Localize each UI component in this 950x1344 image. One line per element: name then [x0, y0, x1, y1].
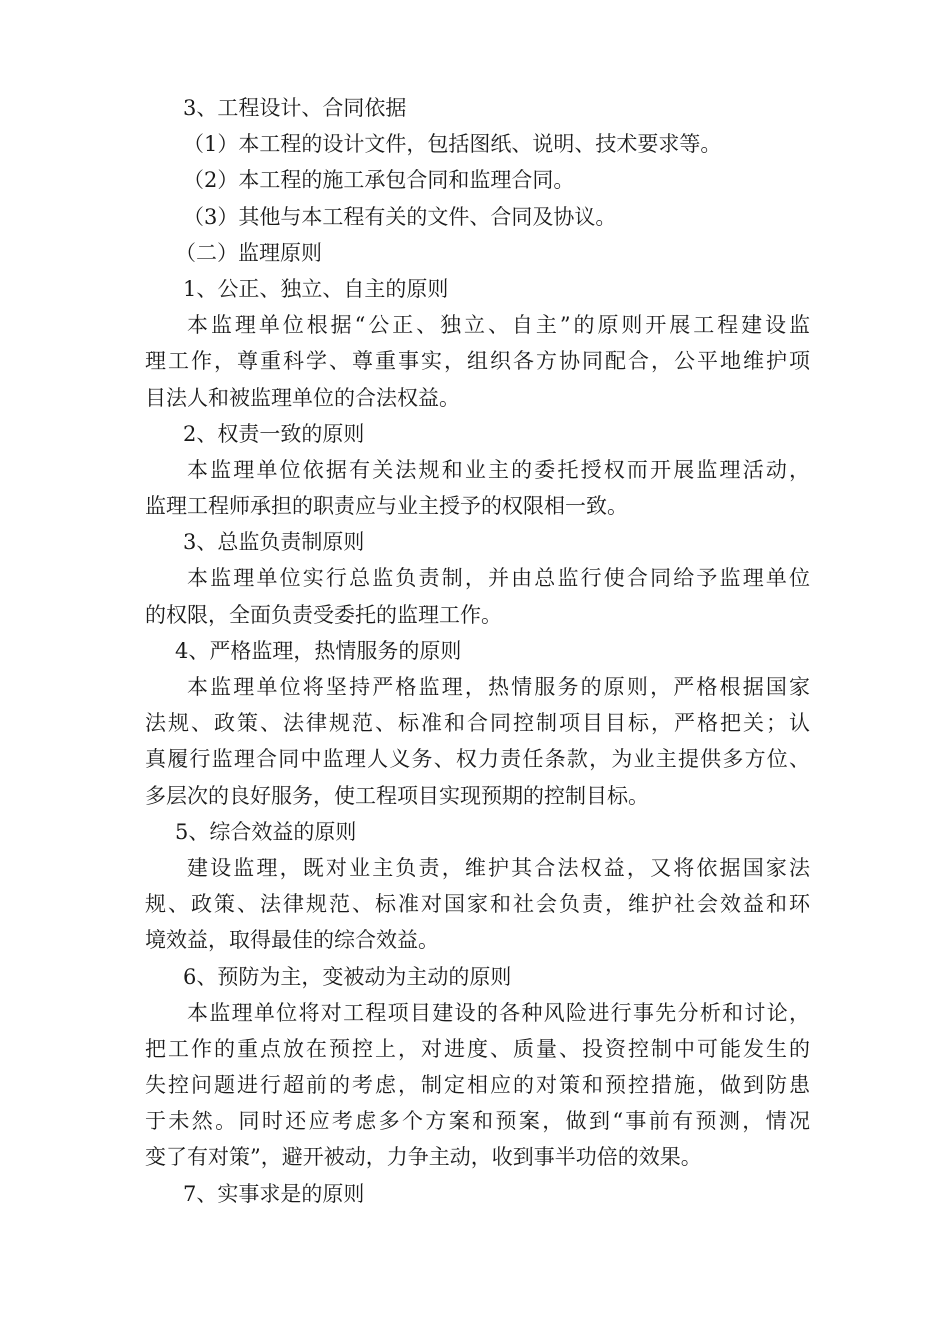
principle-heading: 7、实事求是的原则	[183, 1181, 365, 1206]
doc-line: 3、工程设计、合同依据	[183, 96, 407, 120]
doc-line: （2）本工程的施工承包合同和监理合同。	[183, 168, 575, 193]
principle-heading: 5、综合效益的原则	[175, 819, 357, 844]
doc-line: 本监理单位依据有关法规和业主的委托授权而开展监理活动，	[187, 457, 810, 482]
doc-line: 监理工程师承担的职责应与业主授予的权限相一致。	[145, 494, 628, 519]
doc-line: 本监理单位实行总监负责制，并由总监行使合同给予监理单位	[187, 566, 810, 591]
doc-line: 真履行监理合同中监理人义务、权力责任条款，为业主提供多方位、	[145, 747, 810, 772]
doc-line: 于未然。同时还应考虑多个方案和预案，做到“事前有预测，情况	[145, 1109, 810, 1134]
principle-heading: 4、严格监理，热情服务的原则	[175, 638, 462, 663]
doc-line: 变了有对策”，避开被动，力争主动，收到事半功倍的效果。	[145, 1145, 702, 1170]
doc-line: 把工作的重点放在预控上，对进度、质量、投资控制中可能发生的	[145, 1036, 810, 1061]
document-body	[145, 90, 810, 1212]
doc-line: 规、政策、法律规范、标准对国家和社会负责，维护社会效益和环	[145, 892, 810, 917]
principle-heading: 3、总监负责制原则	[183, 530, 365, 555]
principle-heading: 2、权责一致的原则	[183, 421, 365, 446]
doc-line: 理工作，尊重科学、尊重事实，组织各方协同配合，公平地维护项	[145, 349, 810, 374]
principle-heading: 6、预防为主，变被动为主动的原则	[183, 964, 512, 989]
doc-line: 多层次的良好服务，使工程项目实现预期的控制目标。	[145, 783, 649, 808]
doc-line: 目法人和被监理单位的合法权益。	[145, 385, 460, 410]
doc-line: （1）本工程的设计文件，包括图纸、说明、技术要求等。	[183, 132, 722, 157]
doc-line: 本监理单位将对工程项目建设的各种风险进行事先分析和讨论，	[187, 1000, 810, 1025]
doc-line: （3）其他与本工程有关的文件、合同及协议。	[183, 204, 617, 229]
doc-line: 本监理单位将坚持严格监理，热情服务的原则，严格根据国家	[187, 675, 810, 699]
doc-line: 境效益，取得最佳的综合效益。	[145, 928, 439, 953]
doc-line: 的权限，全面负责受委托的监理工作。	[145, 602, 502, 627]
doc-line: 法规、政策、法律规范、标准和合同控制项目目标，严格把关；认	[145, 711, 810, 736]
principle-heading: 1、公正、独立、自主的原则	[183, 276, 449, 301]
section-heading: （二）监理原则	[175, 240, 322, 265]
doc-line: 本监理单位根据“公正、独立、自主”的原则开展工程建设监	[187, 313, 810, 338]
doc-line: 失控问题进行超前的考虑，制定相应的对策和预控措施，做到防患	[145, 1073, 810, 1098]
doc-line: 建设监理，既对业主负责，维护其合法权益，又将依据国家法	[187, 855, 810, 880]
